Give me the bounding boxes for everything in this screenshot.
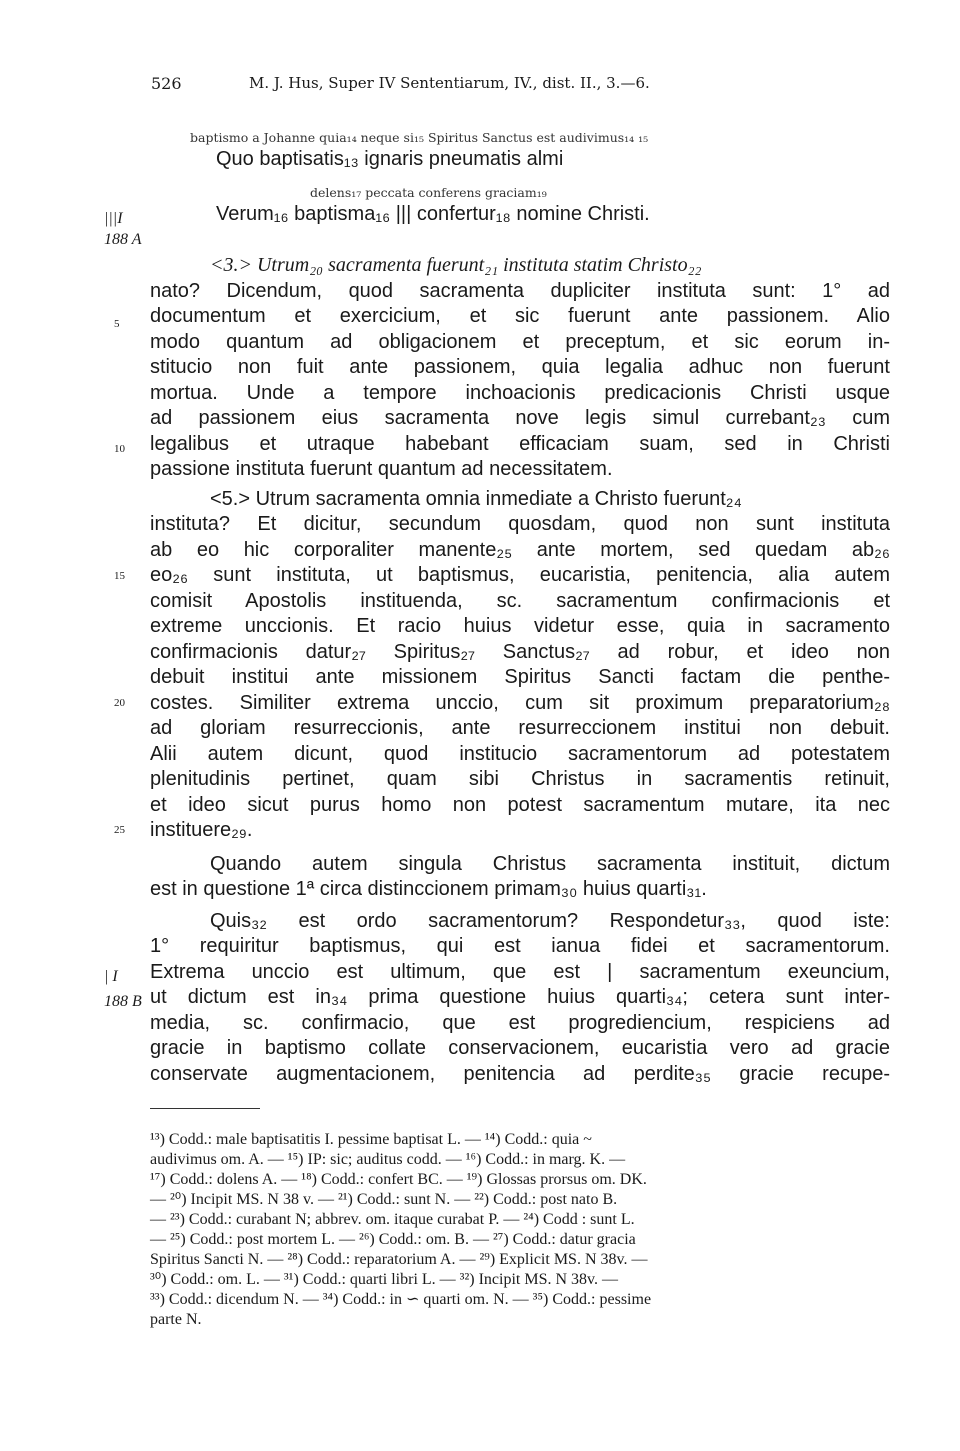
text-line: mortua. Unde a tempore inchoacionis predicacionis Christi usque: [150, 381, 890, 404]
footnote-line: ³⁰) Codd.: om. L. — ³¹) Codd.: quarti libri L. — ³²) Incipit MS. N 38v. —: [150, 1271, 618, 1288]
gloss-line-2: delens₁₇ peccata conferens graciam₁₉: [310, 185, 547, 200]
text-line: passione instituta fuerunt quantum ad necessitatem.: [150, 458, 613, 480]
line-number-15: 15: [114, 570, 125, 582]
text-line: ab eo hic corporaliter manente₂₅ ante mortem, sed quedam ab₂₆: [150, 538, 890, 561]
gloss-line-1: baptismo a Johanne quia₁₄ neque si₁₅ Spiritus Sanctus est audivimus₁₄ ₁₅: [190, 130, 649, 145]
text-line: confirmacionis datur₂₇ Spiritus₂₇ Sanctus₂₇ ad robur, et ideo non: [150, 640, 890, 663]
footnote-line: parte N.: [150, 1311, 202, 1328]
margin-folio-2: 188 B: [104, 993, 142, 1010]
text-line: ad passionem eius sacramenta nove legis simul currebant₂₃ cum: [150, 407, 890, 429]
line-number-20: 20: [114, 697, 125, 709]
text-line: 1° requiritur baptismus, qui est ianua fidei et sacramentorum.: [150, 935, 890, 957]
text-line: ad gloriam resurreccionis, ante resurreccionem institui non debuit.: [150, 717, 890, 739]
text-line: comisit Apostolis instituenda, sc. sacramentum confirmacionis et: [150, 589, 890, 612]
margin-ref-2: | I: [104, 968, 118, 985]
main-text: [150, 253, 890, 1087]
text-line: nato? Dicendum, quod sacramenta dupliciter instituta sunt: 1° ad: [150, 279, 890, 302]
text-line: Alii autem dicunt, quod institucio sacramentorum ad potestatem: [150, 742, 890, 765]
text-line: plenitudinis pertinet, quam sibi Christus in sacramentis retinuit,: [150, 768, 890, 790]
text-line: est in questione 1ª circa distinccionem primam₃₀ huius quarti₃₁.: [150, 878, 707, 900]
text-line: <3.> Utrum₂₀ sacramenta fuerunt₂₁ instituta statim Christo₂₂: [210, 254, 702, 276]
section-heading: Quis₃₂ est ordo sacramentorum? Respondetur₃₃, quod iste:: [210, 909, 890, 932]
verse-line-1: Quo baptisatis₁₃ ignaris pneumatis almi: [216, 148, 564, 170]
text-line: stitucio non fuit ante passionem, quia legalia adhuc non fuerunt: [150, 356, 890, 378]
footnote-line: ¹⁷) Codd.: dolens A. — ¹⁸) Codd.: confert BC. — ¹⁹) Glossas prorsus om. DK.: [150, 1171, 647, 1188]
text-line: eo₂₆ sunt instituta, ut baptismus, eucaristia, penitencia, alia autem: [150, 564, 890, 586]
footnote-line: — ²⁵) Codd.: post mortem L. — ²⁶) Codd.: om. B. — ²⁷) Codd.: datur gracia: [150, 1231, 636, 1248]
page-number: 526: [151, 74, 182, 93]
line-number-10: 10: [114, 443, 125, 455]
text-line: documentum et exercicium, et sic fuerunt ante passionem. Alio: [150, 305, 890, 327]
line-number-25: 25: [114, 824, 125, 836]
text-line: Quando autem singula Christus sacramenta instituit, dictum: [210, 852, 890, 875]
verse-line-2: Verum₁₆ baptisma₁₆ ||| confertur₁₈ nomine Christi.: [216, 203, 650, 225]
margin-ref-1: |||I: [104, 210, 123, 227]
text-line: modo quantum ad obligacionem et preceptum, et sic eorum in-: [150, 330, 890, 353]
text-line: ut dictum est in₃₄ prima questione huius quarti₃₄; cetera sunt inter-: [150, 986, 890, 1008]
line-number-5: 5: [114, 318, 120, 330]
text-line: et ideo sicut purus homo non potest sacramentum mutare, ita nec: [150, 793, 890, 816]
text-line: costes. Similiter extrema unccio, cum sit proximum preparatorium₂₈: [150, 691, 890, 714]
text-line: conservate augmentacionem, penitencia ad perdite₃₅ gracie recupe-: [150, 1062, 890, 1085]
text-line: gracie in baptismo collate conservacionem, eucaristia vero ad gracie: [150, 1037, 890, 1059]
text-line: extreme unccionis. Et racio huius videtur esse, quia in sacramento: [150, 615, 890, 637]
footnote-rule: [150, 1108, 260, 1109]
text-line: legalibus et utraque habebant efficaciam suam, sed in Christi: [150, 432, 890, 455]
footnote-line: — ²⁰) Incipit MS. N 38 v. — ²¹) Codd.: sunt N. — ²²) Codd.: post nato B.: [150, 1191, 618, 1208]
footnotes: [150, 1130, 890, 1330]
text-line: instituere₂₉.: [150, 819, 253, 841]
footnote-line: ¹³) Codd.: male baptisatitis I. pessime baptisat L. — ¹⁴) Codd.: quia ~: [150, 1131, 592, 1148]
footnote-line: ³³) Codd.: dicendum N. — ³⁴) Codd.: in ∽ quarti om. N. — ³⁵) Codd.: pessime: [150, 1291, 652, 1308]
text-line: instituta? Et dicitur, secundum quosdam, quod non sunt instituta: [150, 513, 890, 535]
section-heading: <5.> Utrum sacramenta omnia inmediate a Christo fuerunt₂₄: [210, 487, 742, 510]
text-line: media, sc. confirmacio, que est progrediencium, respiciens ad: [150, 1011, 890, 1034]
footnote-line: — ²³) Codd.: curabant N; abbrev. om. itaque curabat P. — ²⁴) Codd : sunt L.: [150, 1211, 635, 1228]
footnote-line: audivimus om. A. — ¹⁵) IP: sic; auditus codd. — ¹⁶) Codd.: in marg. K. —: [150, 1151, 626, 1168]
text-line: debuit institui ante missionem Spiritus Sancti factam die penthe-: [150, 666, 890, 688]
footnote-line: Spiritus Sancti N. — ²⁸) Codd.: reparatorium A. — ²⁹) Explicit MS. N 38v. —: [150, 1251, 648, 1268]
text-line: Extrema unccio est ultimum, que est | sacramentum exeuncium,: [150, 960, 890, 983]
running-title: M. J. Hus, Super IV Sententiarum, IV., dist. II., 3.—6.: [249, 74, 650, 92]
margin-folio-1: 188 A: [104, 231, 142, 248]
